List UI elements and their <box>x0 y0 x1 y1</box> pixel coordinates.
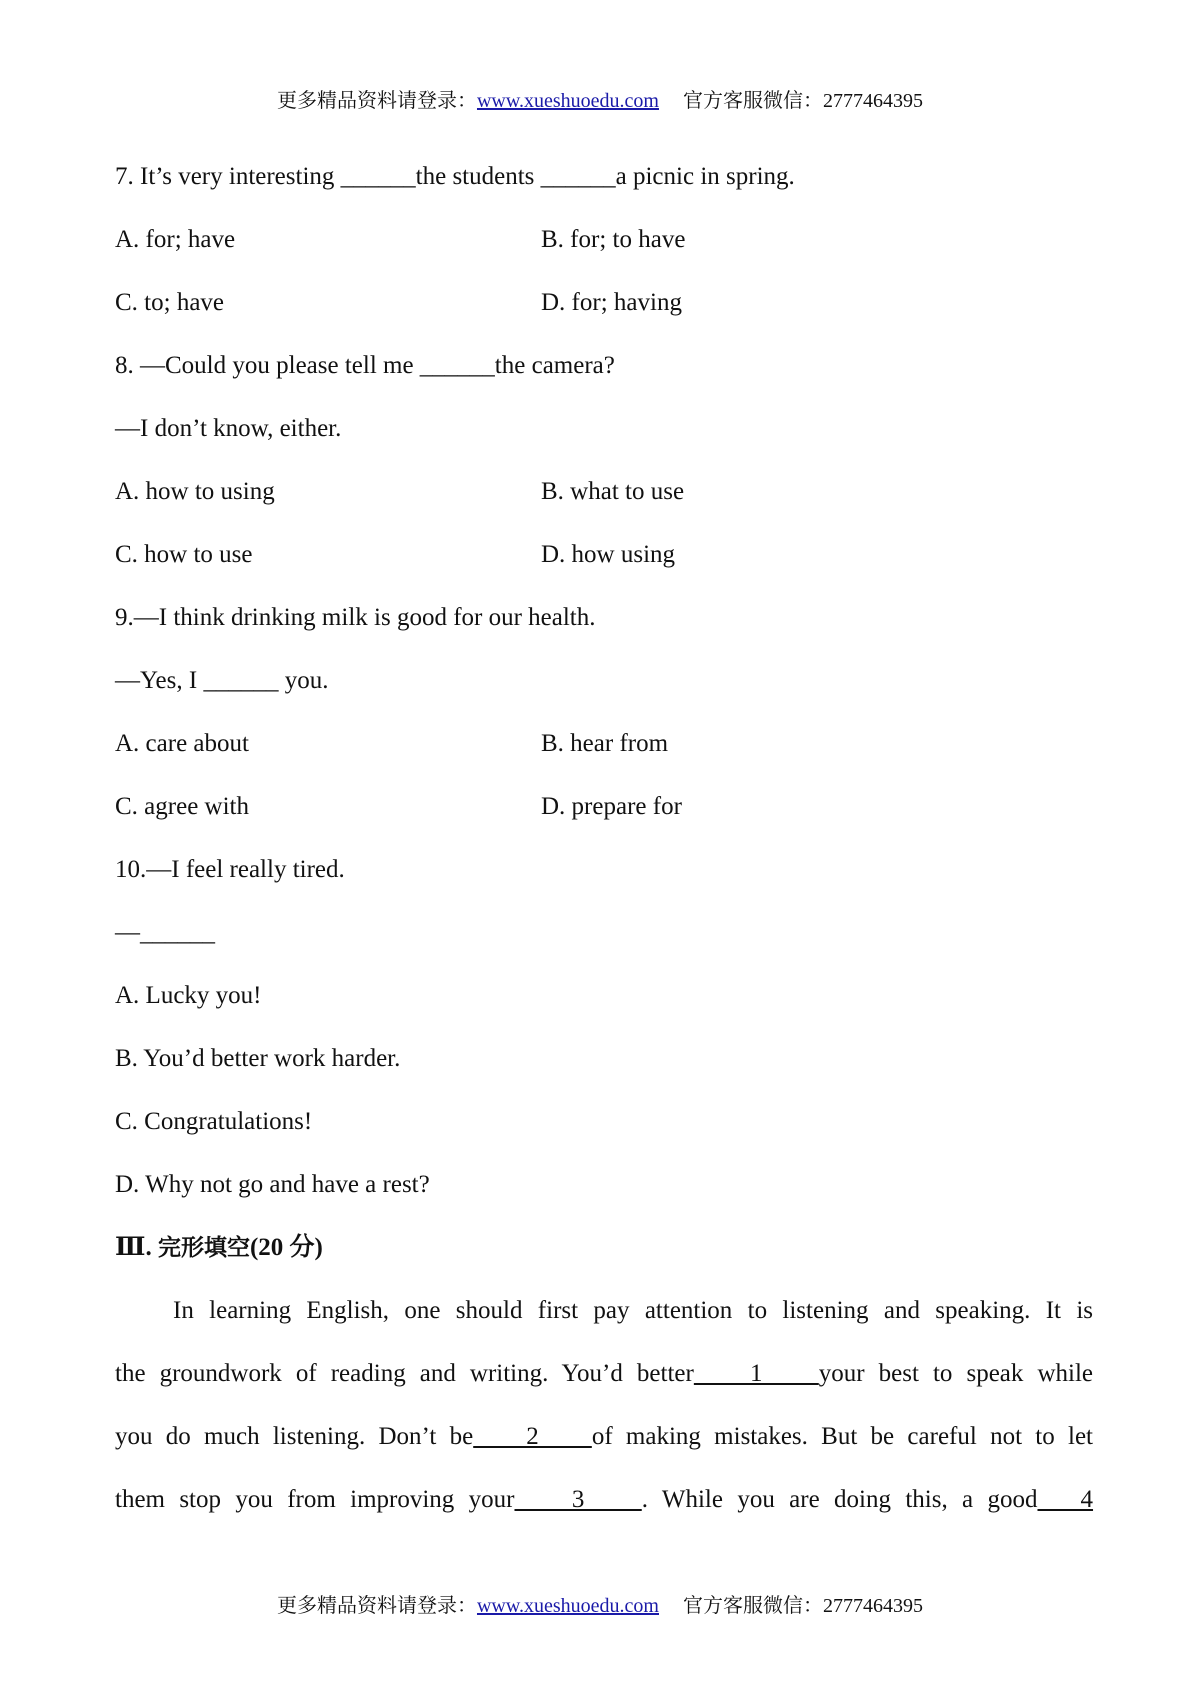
question-8-option-d: D. how using <box>541 541 676 568</box>
question-8-reply: —I don’t know, either. <box>115 415 342 442</box>
question-9-option-a: A. care about <box>115 730 249 757</box>
question-8-option-a: A. how to using <box>115 478 275 505</box>
question-10-stem: 10.—I feel really tired. <box>115 856 345 883</box>
question-7-option-a: A. for; have <box>115 226 236 253</box>
page-header <box>0 89 1200 113</box>
footer-service-contact: 官方客服微信：2777464395 <box>683 1595 923 1617</box>
page-footer <box>0 1594 1200 1618</box>
header-website-link[interactable]: www.xueshuoedu.com <box>476 90 659 112</box>
passage-text: you do much listening. Don’t be <box>115 1423 474 1450</box>
question-7-stem: 7. It’s very interesting ______the students ______a picnic in spring. <box>115 163 795 190</box>
section-numeral: Ⅲ. <box>115 1234 152 1261</box>
question-10-reply: —______ <box>115 919 215 946</box>
header-service-contact: 官方客服微信：2777464395 <box>683 90 923 112</box>
cloze-blank-4: 4 <box>1037 1486 1094 1513</box>
cloze-blank-3: 3 <box>514 1486 642 1513</box>
question-8-option-c: C. how to use <box>115 541 253 568</box>
question-9-stem: 9.—I think drinking milk is good for our health. <box>115 604 596 631</box>
section-score: (20 分) <box>249 1234 323 1261</box>
question-7-option-b: B. for; to have <box>541 226 686 253</box>
cloze-blank-1: 1 <box>693 1360 819 1387</box>
header-prefix: 更多精品资料请登录： <box>276 90 477 112</box>
question-8-option-b: B. what to use <box>541 478 685 505</box>
footer-website-link[interactable]: www.xueshuoedu.com <box>476 1595 659 1617</box>
question-9-reply: —Yes, I ______ you. <box>115 667 329 694</box>
footer-prefix: 更多精品资料请登录： <box>276 1595 477 1617</box>
question-8-stem: 8. —Could you please tell me ______the camera? <box>115 352 615 379</box>
passage-line-4 <box>115 1485 1093 1515</box>
section-title: 完形填空 <box>157 1235 250 1261</box>
question-10-option-b: B. You’d better work harder. <box>115 1045 401 1072</box>
question-9-option-b: B. hear from <box>541 730 669 757</box>
question-7-option-c: C. to; have <box>115 289 225 316</box>
passage-line-3 <box>115 1422 1093 1452</box>
passage-line-1: In learning English, one should first pay attention to listening and speaking. It is <box>173 1297 1093 1324</box>
question-7-option-d: D. for; having <box>541 289 682 316</box>
passage-text: of making mistakes. But be careful not to let <box>591 1423 1093 1450</box>
cloze-blank-2: 2 <box>473 1423 592 1450</box>
section-heading <box>115 1233 323 1263</box>
passage-text: the groundwork of reading and writing. You’d better <box>115 1360 694 1387</box>
passage-text: your best to speak while <box>818 1360 1094 1387</box>
question-9-option-d: D. prepare for <box>541 793 682 820</box>
passage-line-2 <box>115 1359 1093 1389</box>
question-10-option-d: D. Why not go and have a rest? <box>115 1171 430 1198</box>
question-10-option-a: A. Lucky you! <box>115 982 262 1009</box>
passage-text: . While you are doing this, a good <box>641 1486 1038 1513</box>
passage-text: them stop you from improving your <box>115 1486 515 1513</box>
question-9-option-c: C. agree with <box>115 793 249 820</box>
question-10-option-c: C. Congratulations! <box>115 1108 313 1135</box>
